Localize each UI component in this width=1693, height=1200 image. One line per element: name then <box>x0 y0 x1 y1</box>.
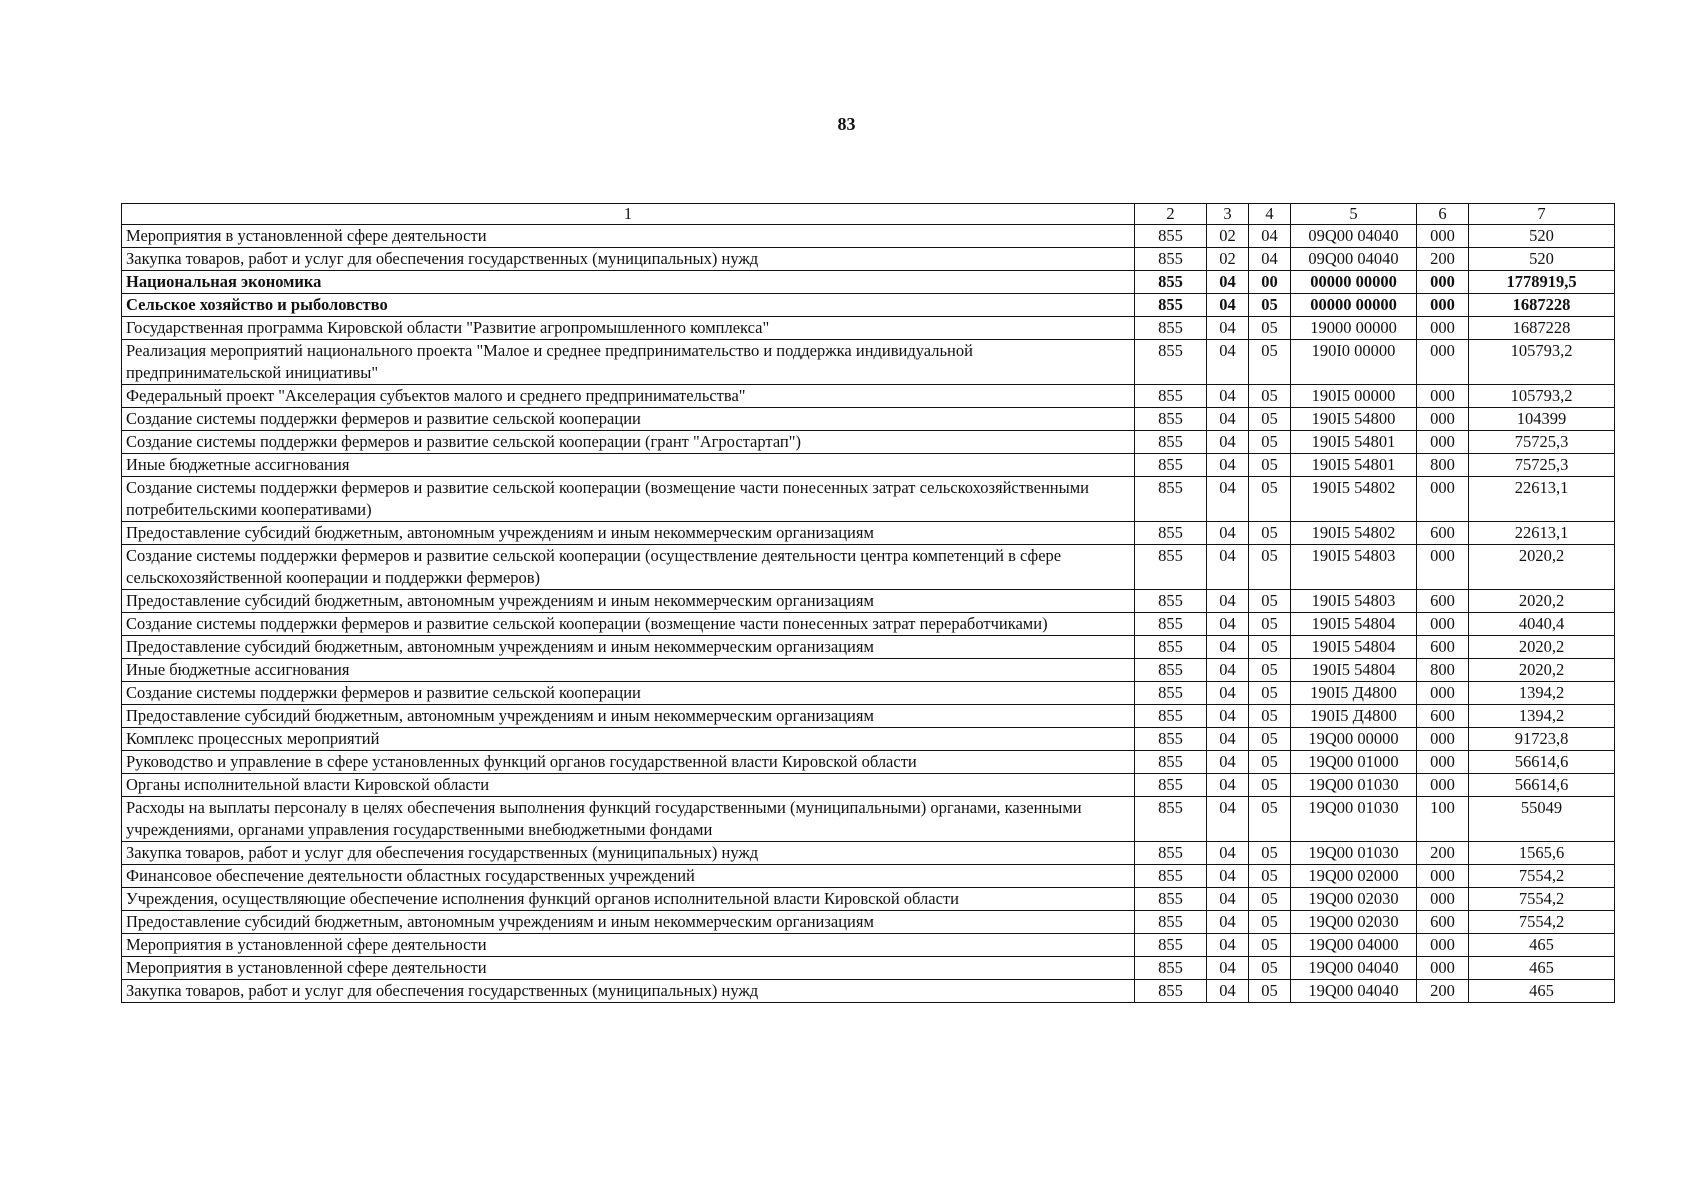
ministry-code-cell: 855 <box>1135 522 1207 545</box>
expense-type-cell: 000 <box>1417 317 1469 340</box>
column-header: 6 <box>1417 204 1469 225</box>
amount-cell: 105793,2 <box>1469 340 1615 385</box>
target-article-cell: 190I5 54801 <box>1291 454 1417 477</box>
item-name-cell: Руководство и управление в сфере установленных функций органов государственной власти Кировской области <box>122 751 1135 774</box>
section-code-cell: 04 <box>1207 271 1249 294</box>
subsection-code-cell: 05 <box>1249 888 1291 911</box>
ministry-code-cell: 855 <box>1135 911 1207 934</box>
subsection-code-cell: 05 <box>1249 980 1291 1003</box>
subsection-code-cell: 05 <box>1249 659 1291 682</box>
section-code-cell: 04 <box>1207 728 1249 751</box>
expense-type-cell: 000 <box>1417 751 1469 774</box>
target-article-cell: 190I5 54800 <box>1291 408 1417 431</box>
amount-cell: 2020,2 <box>1469 659 1615 682</box>
ministry-code-cell: 855 <box>1135 477 1207 522</box>
subsection-code-cell: 05 <box>1249 911 1291 934</box>
target-article-cell: 190I5 54802 <box>1291 522 1417 545</box>
section-code-cell: 04 <box>1207 682 1249 705</box>
target-article-cell: 19Q00 02030 <box>1291 888 1417 911</box>
target-article-cell: 19000 00000 <box>1291 317 1417 340</box>
ministry-code-cell: 855 <box>1135 980 1207 1003</box>
subsection-code-cell: 05 <box>1249 957 1291 980</box>
ministry-code-cell: 855 <box>1135 385 1207 408</box>
item-name-cell: Учреждения, осуществляющие обеспечение исполнения функций органов исполнительной власти Кировской области <box>122 888 1135 911</box>
header-row <box>122 204 1615 225</box>
target-article-cell: 190I5 00000 <box>1291 385 1417 408</box>
subsection-code-cell: 05 <box>1249 865 1291 888</box>
target-article-cell: 19Q00 04000 <box>1291 934 1417 957</box>
section-code-cell: 04 <box>1207 705 1249 728</box>
section-code-cell: 04 <box>1207 408 1249 431</box>
section-code-cell: 04 <box>1207 294 1249 317</box>
item-name-cell: Закупка товаров, работ и услуг для обеспечения государственных (муниципальных) нужд <box>122 842 1135 865</box>
ministry-code-cell: 855 <box>1135 751 1207 774</box>
item-name-cell: Федеральный проект "Акселерация субъектов малого и среднего предпринимательства" <box>122 385 1135 408</box>
ministry-code-cell: 855 <box>1135 774 1207 797</box>
expense-type-cell: 000 <box>1417 431 1469 454</box>
expense-type-cell: 000 <box>1417 408 1469 431</box>
ministry-code-cell: 855 <box>1135 957 1207 980</box>
subsection-code-cell: 05 <box>1249 317 1291 340</box>
table-row <box>122 957 1615 980</box>
table-row <box>122 454 1615 477</box>
subsection-code-cell: 05 <box>1249 682 1291 705</box>
item-name-cell: Закупка товаров, работ и услуг для обеспечения государственных (муниципальных) нужд <box>122 248 1135 271</box>
table-row <box>122 385 1615 408</box>
target-article-cell: 190I5 54803 <box>1291 545 1417 590</box>
ministry-code-cell: 855 <box>1135 431 1207 454</box>
ministry-code-cell: 855 <box>1135 408 1207 431</box>
subsection-code-cell: 05 <box>1249 408 1291 431</box>
amount-cell: 91723,8 <box>1469 728 1615 751</box>
table-row <box>122 659 1615 682</box>
table-row <box>122 590 1615 613</box>
ministry-code-cell: 855 <box>1135 865 1207 888</box>
ministry-code-cell: 855 <box>1135 590 1207 613</box>
subsection-code-cell: 05 <box>1249 613 1291 636</box>
target-article-cell: 00000 00000 <box>1291 294 1417 317</box>
item-name-cell: Комплекс процессных мероприятий <box>122 728 1135 751</box>
table-body <box>122 225 1615 1003</box>
subsection-code-cell: 04 <box>1249 248 1291 271</box>
item-name-cell: Иные бюджетные ассигнования <box>122 659 1135 682</box>
section-code-cell: 04 <box>1207 613 1249 636</box>
table-row <box>122 225 1615 248</box>
expense-type-cell: 000 <box>1417 225 1469 248</box>
subsection-code-cell: 05 <box>1249 477 1291 522</box>
amount-cell: 105793,2 <box>1469 385 1615 408</box>
table-row <box>122 431 1615 454</box>
item-name-cell: Создание системы поддержки фермеров и развитие сельской кооперации (возмещение части понесенных затрат переработчиками) <box>122 613 1135 636</box>
expense-type-cell: 000 <box>1417 934 1469 957</box>
amount-cell: 465 <box>1469 980 1615 1003</box>
target-article-cell: 190I5 Д4800 <box>1291 705 1417 728</box>
expense-type-cell: 200 <box>1417 842 1469 865</box>
column-header: 2 <box>1135 204 1207 225</box>
target-article-cell: 190I5 54801 <box>1291 431 1417 454</box>
target-article-cell: 19Q00 04040 <box>1291 980 1417 1003</box>
amount-cell: 56614,6 <box>1469 751 1615 774</box>
expense-type-cell: 000 <box>1417 613 1469 636</box>
section-code-cell: 04 <box>1207 980 1249 1003</box>
expense-type-cell: 100 <box>1417 797 1469 842</box>
expense-type-cell: 000 <box>1417 865 1469 888</box>
ministry-code-cell: 855 <box>1135 888 1207 911</box>
target-article-cell: 09Q00 04040 <box>1291 248 1417 271</box>
ministry-code-cell: 855 <box>1135 613 1207 636</box>
expense-type-cell: 800 <box>1417 454 1469 477</box>
expense-type-cell: 000 <box>1417 888 1469 911</box>
section-code-cell: 04 <box>1207 865 1249 888</box>
section-code-cell: 04 <box>1207 797 1249 842</box>
table-row <box>122 797 1615 842</box>
table-row <box>122 408 1615 431</box>
ministry-code-cell: 855 <box>1135 728 1207 751</box>
subsection-code-cell: 05 <box>1249 454 1291 477</box>
item-name-cell: Предоставление субсидий бюджетным, автономным учреждениям и иным некоммерческим организациям <box>122 522 1135 545</box>
section-code-cell: 04 <box>1207 659 1249 682</box>
table-row <box>122 774 1615 797</box>
table-row <box>122 317 1615 340</box>
amount-cell: 1687228 <box>1469 317 1615 340</box>
amount-cell: 1687228 <box>1469 294 1615 317</box>
table-row <box>122 545 1615 590</box>
ministry-code-cell: 855 <box>1135 842 1207 865</box>
expense-type-cell: 000 <box>1417 340 1469 385</box>
section-code-cell: 02 <box>1207 248 1249 271</box>
table-row <box>122 613 1615 636</box>
section-code-cell: 04 <box>1207 385 1249 408</box>
section-code-cell: 04 <box>1207 477 1249 522</box>
item-name-cell: Предоставление субсидий бюджетным, автономным учреждениям и иным некоммерческим организациям <box>122 705 1135 728</box>
table-row <box>122 911 1615 934</box>
subsection-code-cell: 05 <box>1249 522 1291 545</box>
expense-type-cell: 000 <box>1417 957 1469 980</box>
amount-cell: 55049 <box>1469 797 1615 842</box>
item-name-cell: Создание системы поддержки фермеров и развитие сельской кооперации (возмещение части понесенных затрат сельскохозяйственными потребительскими кооперативами) <box>122 477 1135 522</box>
section-code-cell: 04 <box>1207 340 1249 385</box>
table-row <box>122 842 1615 865</box>
subsection-code-cell: 05 <box>1249 340 1291 385</box>
expense-type-cell: 000 <box>1417 682 1469 705</box>
table-row <box>122 751 1615 774</box>
table-row <box>122 636 1615 659</box>
ministry-code-cell: 855 <box>1135 225 1207 248</box>
expense-type-cell: 000 <box>1417 728 1469 751</box>
table-row <box>122 340 1615 385</box>
section-code-cell: 04 <box>1207 636 1249 659</box>
table-row <box>122 728 1615 751</box>
item-name-cell: Мероприятия в установленной сфере деятельности <box>122 225 1135 248</box>
amount-cell: 1394,2 <box>1469 682 1615 705</box>
item-name-cell: Мероприятия в установленной сфере деятельности <box>122 934 1135 957</box>
target-article-cell: 19Q00 01030 <box>1291 797 1417 842</box>
target-article-cell: 190I5 54804 <box>1291 613 1417 636</box>
expense-type-cell: 200 <box>1417 980 1469 1003</box>
subsection-code-cell: 05 <box>1249 934 1291 957</box>
ministry-code-cell: 855 <box>1135 934 1207 957</box>
item-name-cell: Предоставление субсидий бюджетным, автономным учреждениям и иным некоммерческим организациям <box>122 636 1135 659</box>
target-article-cell: 190I5 54802 <box>1291 477 1417 522</box>
amount-cell: 22613,1 <box>1469 522 1615 545</box>
amount-cell: 520 <box>1469 225 1615 248</box>
subsection-code-cell: 00 <box>1249 271 1291 294</box>
item-name-cell: Предоставление субсидий бюджетным, автономным учреждениям и иным некоммерческим организациям <box>122 590 1135 613</box>
page-number: 83 <box>837 114 856 134</box>
column-header: 5 <box>1291 204 1417 225</box>
expense-type-cell: 000 <box>1417 294 1469 317</box>
amount-cell: 75725,3 <box>1469 431 1615 454</box>
item-name-cell: Создание системы поддержки фермеров и развитие сельской кооперации (грант "Агростартап") <box>122 431 1135 454</box>
target-article-cell: 190I5 Д4800 <box>1291 682 1417 705</box>
item-name-cell: Создание системы поддержки фермеров и развитие сельской кооперации <box>122 682 1135 705</box>
ministry-code-cell: 855 <box>1135 682 1207 705</box>
subsection-code-cell: 05 <box>1249 751 1291 774</box>
subsection-code-cell: 05 <box>1249 590 1291 613</box>
section-code-cell: 04 <box>1207 454 1249 477</box>
ministry-code-cell: 855 <box>1135 454 1207 477</box>
ministry-code-cell: 855 <box>1135 545 1207 590</box>
expense-type-cell: 000 <box>1417 477 1469 522</box>
target-article-cell: 190I0 00000 <box>1291 340 1417 385</box>
target-article-cell: 19Q00 00000 <box>1291 728 1417 751</box>
amount-cell: 520 <box>1469 248 1615 271</box>
expense-type-cell: 000 <box>1417 271 1469 294</box>
item-name-cell: Создание системы поддержки фермеров и развитие сельской кооперации <box>122 408 1135 431</box>
expense-type-cell: 200 <box>1417 248 1469 271</box>
table-row <box>122 682 1615 705</box>
target-article-cell: 190I5 54803 <box>1291 590 1417 613</box>
subsection-code-cell: 05 <box>1249 842 1291 865</box>
amount-cell: 465 <box>1469 934 1615 957</box>
subsection-code-cell: 05 <box>1249 797 1291 842</box>
section-code-cell: 04 <box>1207 522 1249 545</box>
target-article-cell: 19Q00 01030 <box>1291 842 1417 865</box>
amount-cell: 104399 <box>1469 408 1615 431</box>
section-code-cell: 04 <box>1207 957 1249 980</box>
section-code-cell: 04 <box>1207 590 1249 613</box>
section-code-cell: 04 <box>1207 431 1249 454</box>
target-article-cell: 09Q00 04040 <box>1291 225 1417 248</box>
section-code-cell: 04 <box>1207 751 1249 774</box>
column-header: 3 <box>1207 204 1249 225</box>
ministry-code-cell: 855 <box>1135 797 1207 842</box>
column-header: 7 <box>1469 204 1615 225</box>
amount-cell: 1394,2 <box>1469 705 1615 728</box>
section-code-cell: 04 <box>1207 545 1249 590</box>
table-row <box>122 477 1615 522</box>
section-code-cell: 04 <box>1207 317 1249 340</box>
ministry-code-cell: 855 <box>1135 659 1207 682</box>
target-article-cell: 19Q00 01030 <box>1291 774 1417 797</box>
expense-type-cell: 000 <box>1417 545 1469 590</box>
amount-cell: 4040,4 <box>1469 613 1615 636</box>
item-name-cell: Иные бюджетные ассигнования <box>122 454 1135 477</box>
ministry-code-cell: 855 <box>1135 340 1207 385</box>
item-name-cell: Создание системы поддержки фермеров и развитие сельской кооперации (осуществление деятельности центра компетенций в сфере сельскохозяйственной кооперации и поддержки фермеров) <box>122 545 1135 590</box>
expense-type-cell: 600 <box>1417 636 1469 659</box>
section-code-cell: 04 <box>1207 911 1249 934</box>
amount-cell: 7554,2 <box>1469 865 1615 888</box>
amount-cell: 1565,6 <box>1469 842 1615 865</box>
section-code-cell: 04 <box>1207 934 1249 957</box>
amount-cell: 1778919,5 <box>1469 271 1615 294</box>
ministry-code-cell: 855 <box>1135 705 1207 728</box>
amount-cell: 56614,6 <box>1469 774 1615 797</box>
expense-type-cell: 000 <box>1417 385 1469 408</box>
item-name-cell: Органы исполнительной власти Кировской области <box>122 774 1135 797</box>
subsection-code-cell: 05 <box>1249 774 1291 797</box>
table-row <box>122 522 1615 545</box>
table-row <box>122 271 1615 294</box>
item-name-cell: Мероприятия в установленной сфере деятельности <box>122 957 1135 980</box>
item-name-cell: Государственная программа Кировской области "Развитие агропромышленного комплекса" <box>122 317 1135 340</box>
amount-cell: 7554,2 <box>1469 911 1615 934</box>
ministry-code-cell: 855 <box>1135 636 1207 659</box>
expense-type-cell: 000 <box>1417 774 1469 797</box>
target-article-cell: 19Q00 02000 <box>1291 865 1417 888</box>
item-name-cell: Закупка товаров, работ и услуг для обеспечения государственных (муниципальных) нужд <box>122 980 1135 1003</box>
amount-cell: 465 <box>1469 957 1615 980</box>
table-row <box>122 248 1615 271</box>
ministry-code-cell: 855 <box>1135 294 1207 317</box>
item-name-cell: Реализация мероприятий национального проекта "Малое и среднее предпринимательство и поддержка индивидуальной предпринимательской инициативы" <box>122 340 1135 385</box>
section-code-cell: 02 <box>1207 225 1249 248</box>
ministry-code-cell: 855 <box>1135 317 1207 340</box>
subsection-code-cell: 04 <box>1249 225 1291 248</box>
amount-cell: 2020,2 <box>1469 590 1615 613</box>
target-article-cell: 190I5 54804 <box>1291 659 1417 682</box>
amount-cell: 2020,2 <box>1469 636 1615 659</box>
expense-type-cell: 600 <box>1417 522 1469 545</box>
expense-type-cell: 600 <box>1417 911 1469 934</box>
ministry-code-cell: 855 <box>1135 248 1207 271</box>
expense-type-cell: 800 <box>1417 659 1469 682</box>
expense-type-cell: 600 <box>1417 590 1469 613</box>
amount-cell: 22613,1 <box>1469 477 1615 522</box>
amount-cell: 7554,2 <box>1469 888 1615 911</box>
table-row <box>122 705 1615 728</box>
amount-cell: 75725,3 <box>1469 454 1615 477</box>
item-name-cell: Предоставление субсидий бюджетным, автономным учреждениям и иным некоммерческим организациям <box>122 911 1135 934</box>
section-code-cell: 04 <box>1207 774 1249 797</box>
section-code-cell: 04 <box>1207 888 1249 911</box>
column-header: 4 <box>1249 204 1291 225</box>
subsection-code-cell: 05 <box>1249 705 1291 728</box>
target-article-cell: 19Q00 04040 <box>1291 957 1417 980</box>
ministry-code-cell: 855 <box>1135 271 1207 294</box>
table-row <box>122 980 1615 1003</box>
subsection-code-cell: 05 <box>1249 294 1291 317</box>
target-article-cell: 19Q00 01000 <box>1291 751 1417 774</box>
subsection-code-cell: 05 <box>1249 545 1291 590</box>
item-name-cell: Сельское хозяйство и рыболовство <box>122 294 1135 317</box>
expense-type-cell: 600 <box>1417 705 1469 728</box>
budget-table <box>121 203 1615 1003</box>
section-code-cell: 04 <box>1207 842 1249 865</box>
target-article-cell: 190I5 54804 <box>1291 636 1417 659</box>
column-header: 1 <box>122 204 1135 225</box>
subsection-code-cell: 05 <box>1249 385 1291 408</box>
item-name-cell: Финансовое обеспечение деятельности областных государственных учреждений <box>122 865 1135 888</box>
subsection-code-cell: 05 <box>1249 636 1291 659</box>
table-row <box>122 294 1615 317</box>
amount-cell: 2020,2 <box>1469 545 1615 590</box>
subsection-code-cell: 05 <box>1249 728 1291 751</box>
target-article-cell: 00000 00000 <box>1291 271 1417 294</box>
target-article-cell: 19Q00 02030 <box>1291 911 1417 934</box>
table-row <box>122 934 1615 957</box>
subsection-code-cell: 05 <box>1249 431 1291 454</box>
item-name-cell: Расходы на выплаты персоналу в целях обеспечения выполнения функций государственными (муниципальными) органами, казенными учреждениями, органами управления государственными внебюджетными фондами <box>122 797 1135 842</box>
table-row <box>122 865 1615 888</box>
item-name-cell: Национальная экономика <box>122 271 1135 294</box>
table-row <box>122 888 1615 911</box>
